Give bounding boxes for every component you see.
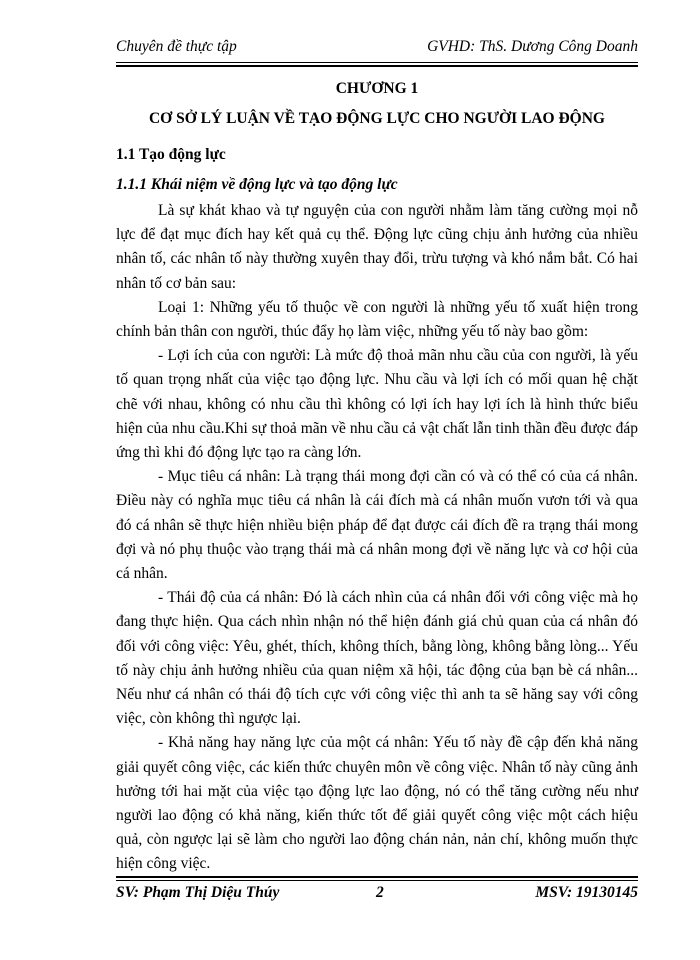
- footer-rule: [116, 876, 638, 881]
- page-number: 2: [376, 884, 384, 901]
- paragraph: - Lợi ích của con người: Là mức độ thoả mãn nhu cầu của con người, là yếu tố quan trọng nhất của việc tạo động lực. Nhu cầu và lợi ích có mối quan hệ chặt chẽ với nhau, không có nhu cầu thì không có lợi ích hay lợi ích là hình thức biểu hiện của nhu cầu.Khi sự thoả mãn về nhu cầu cả vật chất lẫn tinh thần đều được đáp ứng thì khi đó động lực tạo ra càng lớn.: [116, 347, 638, 462]
- footer-student-name: SV: Phạm Thị Diệu Thúy: [116, 884, 280, 901]
- paragraph: - Thái độ của cá nhân: Đó là cách nhìn của cá nhân đối với công việc mà họ đang thực hiện. Qua cách nhìn nhận nó thể hiện đánh giá chủ quan của cá nhân đó đối với công việc: Yêu, ghét, thích, không thích, bằng lòng, không bằng lòng... Yếu tố này chịu ảnh hưởng nhiều của quan niệm xã hội, tác động của bạn bè cá nhân... Nếu như cá nhân có thái độ tích cực với công việc thì anh ta sẽ hăng say với công việc, còn không thì ngược lại.: [116, 589, 638, 728]
- paragraph: Loại 1: Những yếu tố thuộc về con người là những yếu tố xuất hiện trong chính bản thân con người, thúc đẩy họ làm việc, những yếu tố này bao gồm:: [116, 298, 638, 341]
- header-supervisor: GVHD: ThS. Dương Công Doanh: [427, 38, 638, 55]
- chapter-title: CƠ SỞ LÝ LUẬN VỀ TẠO ĐỘNG LỰC CHO NGƯỜI LAO ĐỘNG: [148, 110, 605, 127]
- header-rule: [116, 62, 638, 67]
- paragraph: Là sự khát khao và tự nguyện của con người nhằm làm tăng cường mọi nỗ lực để đạt mục đích hay kết quả cụ thể. Động lực cũng chịu ảnh hưởng của nhiều nhân tố, các nhân tố này thường xuyên thay đổi, trừu tượng và khó nắm bắt. Có hai nhân tố cơ bản sau:: [116, 202, 638, 292]
- chapter-number: CHƯƠNG 1: [335, 80, 419, 97]
- page-header: [116, 38, 638, 56]
- header-report-type: Chuyên đề thực tập: [116, 38, 237, 55]
- subsection-heading: 1.1.1 Khái niệm về động lực và tạo động lực: [116, 176, 398, 193]
- paragraph: - Mục tiêu cá nhân: Là trạng thái mong đợi cần có và có thể có của cá nhân. Điều này có nghĩa mục tiêu cá nhân là cái đích mà cá nhân muốn vươn tới và qua đó cá nhân sẽ thực hiện nhiều biện pháp để đạt được cái đích đề ra trạng thái mong đợi và nó phụ thuộc vào trạng thái mà cá nhân mong đợi về năng lực và cơ hội của cá nhân.: [116, 468, 638, 583]
- paragraph: - Khả năng hay năng lực của một cá nhân: Yếu tố này đề cập đến khả năng giải quyết công việc, các kiến thức chuyên môn về công việc. Nhân tố này cũng ảnh hưởng tới hai mặt của việc tạo động lực lao động, nó có thể tăng cường nếu như người lao động có khả năng, kiến thức tốt để giải quyết công việc một cách hiệu quả, còn ngược lại sẽ làm cho người lao động chán nản, nản chí, không muốn thực hiện công việc.: [116, 734, 638, 873]
- body-text: [116, 199, 638, 877]
- section-heading: 1.1 Tạo động lực: [116, 146, 226, 163]
- footer-student-id: MSV: 19130145: [535, 884, 638, 901]
